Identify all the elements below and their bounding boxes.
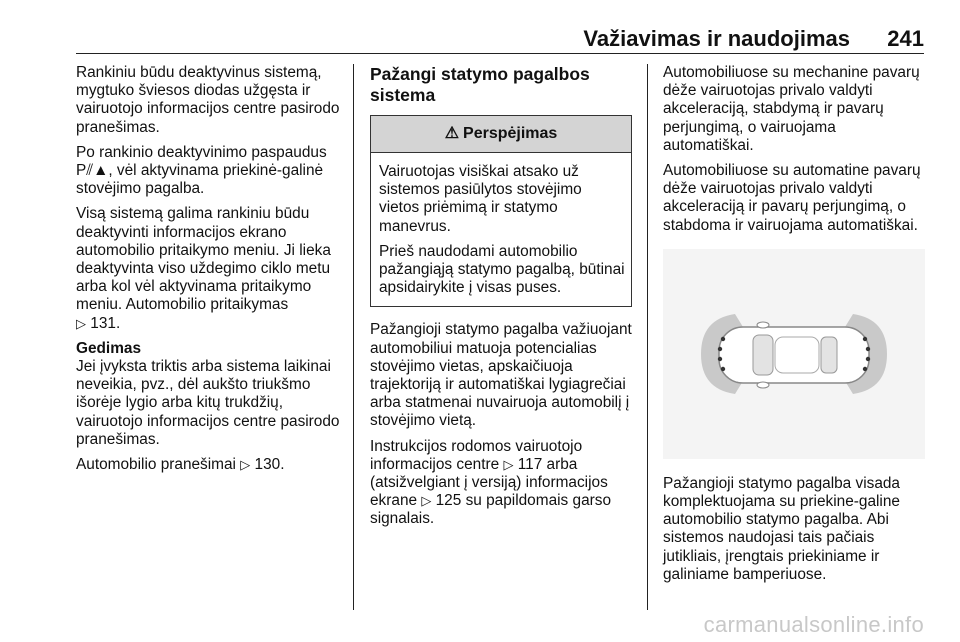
warning-body [371, 153, 631, 306]
paragraph-text: Automobilio pranešimai [76, 456, 236, 474]
paragraph [370, 438, 632, 529]
sensor-dot [863, 367, 867, 371]
warning-header [371, 116, 631, 153]
sensor-dot [863, 337, 867, 341]
paragraph [76, 205, 344, 332]
paragraph: Automobiliuose su automatine pavarų dėže vairuotojas privalo valdyti akceleraciją ir pavarų perjungimą, o stabdoma ir vairuojama automatiškai. [663, 162, 921, 234]
page-ref-arrow-icon: ▷ [76, 315, 86, 331]
paragraph: Automobiliuose su mechanine pavarų dėže vairuotojas privalo valdyti akceleraciją, stabdymą ir pavarų perjungimą, o vairuojama automatiškai. [663, 64, 920, 154]
paragraph: Jei įvyksta triktis arba sistema laikinai neveikia, pvz., dėl aukšto triukšmo išorėje lygio arba kitų trukdžių, vairuotojo informacijos centre pasirodo pranešimas. [76, 358, 340, 448]
paragraph: Pažangioji statymo pagalba visada komplektuojama su priekine-galine automobilio statymo pagalba. Abi sistemos naudojasi tais pačiais jutikliais, įrengtais priekiniame ir galiniame bamperiuose. [663, 474, 900, 583]
sensor-dot [866, 347, 870, 351]
column-2 [370, 64, 632, 536]
column-3 [663, 64, 925, 591]
section-heading: Pažangi statymo pagalbos sistema [370, 64, 590, 105]
page-ref: 131. [90, 314, 121, 332]
paragraph-text: Visą sistemą galima rankiniu būdu deaktyvinti informacijos ekrano automobilio pritaikymo meniu. Ji lieka deaktyvinta viso uždegimo ciklo metu arba kol vėl aktyvinama pritaikymo meniu. Automobilio pritaikymas [76, 205, 331, 314]
sub-heading: Gedimas [76, 339, 142, 357]
paragraph: Rankiniu būdu deaktyvinus sistemą, mygtuko šviesos diodas užgęsta ir vairuotojo informacijos centre pasirodo pranešimas. [76, 64, 340, 136]
paragraph-text: Instrukcijos rodomos vairuotojo informacijos centre [370, 437, 583, 473]
column-divider-2 [647, 64, 648, 610]
page-ref: 130. [254, 456, 285, 474]
sensor-dot [721, 337, 725, 341]
parking-sensor-illustration [663, 249, 925, 459]
car-sensor-diagram [663, 249, 925, 459]
car-rear-window [821, 337, 837, 373]
mirror-left [757, 322, 769, 328]
watermark: carmanualsonline.info [703, 612, 924, 637]
page-ref-arrow-icon: ▷ [503, 456, 514, 472]
sensor-dot [721, 367, 725, 371]
page-ref: 125 su papildomais garso signalais. [370, 492, 612, 528]
header-title: Važiavimas ir naudojimas [583, 26, 850, 51]
warning-title: Perspėjimas [463, 125, 558, 142]
page-ref: 117 arba (atsižvelgiant į versiją) informacijos ekrane [370, 455, 608, 510]
page-number: 241 [887, 26, 924, 51]
warning-triangle-icon: ⚠ [444, 125, 460, 142]
warning-paragraph: Prieš naudodami automobilio pažangiąją statymo pagalbą, būtinai apsidairykite į visas puses. [379, 242, 625, 297]
mirror-right [757, 382, 769, 388]
page-ref-arrow-icon: ▷ [421, 493, 432, 509]
column-1 [76, 64, 344, 481]
column-divider-1 [353, 64, 354, 610]
paragraph [76, 456, 344, 474]
car-roof [775, 337, 819, 373]
header-rule [76, 53, 924, 54]
warning-paragraph: Vairuotojas visiškai atsako už sistemos pasiūlytos stovėjimo vietos priėmimą ir statymo manevrus. [379, 163, 582, 235]
paragraph: Pažangioji statymo pagalba važiuojant automobiliui matuoja potencialias stovėjimo vietas, apskaičiuoja trajektoriją ir automatiškai lygiagrečiai arba statmenai nuvairuoja automobilį į stovėjimo vietą. [370, 321, 632, 430]
sensor-dot [718, 357, 722, 361]
sensor-dot [718, 347, 722, 351]
car-windshield [753, 335, 773, 375]
page-ref-arrow-icon: ▷ [240, 457, 251, 473]
warning-box [370, 115, 632, 307]
sensor-dot [866, 357, 870, 361]
paragraph: Po rankinio deaktyvinimo paspaudus P⫽▲, vėl aktyvinama priekinė-galinė stovėjimo pagalba. [76, 143, 327, 198]
